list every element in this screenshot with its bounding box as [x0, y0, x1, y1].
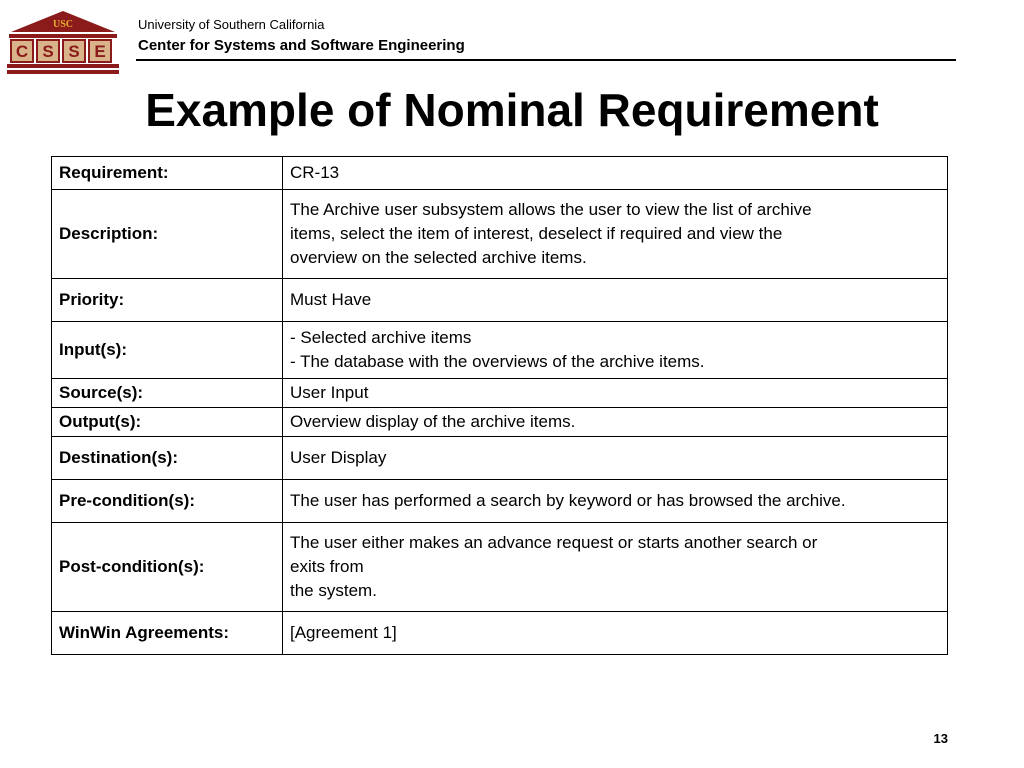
- row-value: - Selected archive items - The database with the overviews of the archive items.: [283, 322, 948, 379]
- row-label: Input(s):: [52, 322, 283, 379]
- table-row: [52, 408, 948, 437]
- row-value: The Archive user subsystem allows the user to view the list of archive items, select the item of interest, deselect if required and view the overview on the selected archive items.: [283, 190, 948, 279]
- logo-beam: [9, 34, 117, 38]
- row-label: Output(s):: [52, 408, 283, 437]
- row-label: Priority:: [52, 279, 283, 322]
- row-value: CR-13: [283, 157, 948, 190]
- logo-letter-4: E: [94, 42, 106, 61]
- row-label: Source(s):: [52, 379, 283, 408]
- row-value: Overview display of the archive items.: [283, 408, 948, 437]
- row-label: Description:: [52, 190, 283, 279]
- row-label: Requirement:: [52, 157, 283, 190]
- table-row: [52, 612, 948, 655]
- header-text: [138, 17, 465, 56]
- table-row: [52, 480, 948, 523]
- page-number: 13: [933, 731, 948, 746]
- row-value: [Agreement 1]: [283, 612, 948, 655]
- table-row: [52, 322, 948, 379]
- row-value: The user has performed a search by keyword or has browsed the archive.: [283, 480, 948, 523]
- table-row: [52, 279, 948, 322]
- slide-title: Example of Nominal Requirement: [145, 84, 879, 136]
- csse-logo-graphic: [7, 10, 119, 74]
- logo-letter-3: S: [68, 42, 80, 61]
- logo-letter-blocks: [11, 40, 111, 62]
- table-row: [52, 157, 948, 190]
- table-row: [52, 379, 948, 408]
- row-label: WinWin Agreements:: [52, 612, 283, 655]
- row-value: The user either makes an advance request or starts another search or exits from the system.: [283, 523, 948, 612]
- row-label: Destination(s):: [52, 437, 283, 480]
- logo-letter-2: S: [42, 42, 54, 61]
- table-row: [52, 523, 948, 612]
- row-label: Post-condition(s):: [52, 523, 283, 612]
- csse-logo: [7, 10, 119, 74]
- table-row: [52, 437, 948, 480]
- logo-letter-1: C: [15, 42, 29, 61]
- row-value: Must Have: [283, 279, 948, 322]
- row-label: Pre-condition(s):: [52, 480, 283, 523]
- logo-base-bottom: [7, 70, 119, 74]
- logo-base-top: [7, 64, 119, 68]
- requirement-table: [51, 156, 948, 655]
- logo-usc-text: USC: [52, 19, 74, 30]
- university-name: University of Southern California: [138, 17, 325, 32]
- row-value: User Display: [283, 437, 948, 480]
- row-value: User Input: [283, 379, 948, 408]
- center-name: Center for Systems and Software Engineering: [138, 37, 465, 54]
- table-row: [52, 190, 948, 279]
- header-divider: [136, 59, 956, 61]
